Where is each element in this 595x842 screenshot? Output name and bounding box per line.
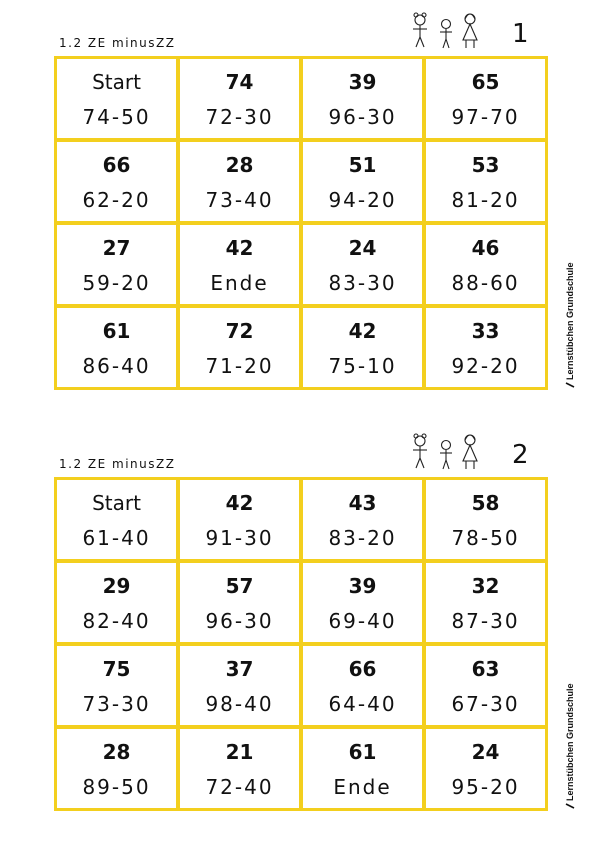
card-answer: 21 bbox=[225, 740, 254, 765]
domino-card bbox=[426, 225, 545, 304]
domino-card bbox=[303, 563, 422, 642]
domino-card bbox=[57, 646, 176, 725]
card-task: 87-30 bbox=[451, 608, 520, 633]
card-task: 95-20 bbox=[451, 774, 520, 799]
card-answer: 33 bbox=[471, 319, 500, 344]
card-answer: 24 bbox=[471, 740, 500, 765]
card-answer: 53 bbox=[471, 153, 500, 178]
card-task: 89-50 bbox=[82, 774, 151, 799]
sheet-number: 2 bbox=[512, 440, 529, 470]
domino-card bbox=[303, 225, 422, 304]
domino-card bbox=[180, 480, 299, 559]
domino-card bbox=[303, 308, 422, 387]
domino-card bbox=[57, 142, 176, 221]
card-task: 71-20 bbox=[205, 353, 274, 378]
sheet-subtitle: 1.2 ZE minusZZ bbox=[59, 36, 176, 50]
domino-card bbox=[426, 480, 545, 559]
domino-card bbox=[57, 308, 176, 387]
card-answer: 28 bbox=[102, 740, 131, 765]
card-answer: 42 bbox=[348, 319, 377, 344]
brand-logo-icon bbox=[565, 803, 575, 809]
brand-label bbox=[565, 683, 575, 809]
card-answer: 32 bbox=[471, 574, 500, 599]
domino-card bbox=[426, 59, 545, 138]
domino-card bbox=[57, 225, 176, 304]
card-answer: 28 bbox=[225, 153, 254, 178]
card-answer: 74 bbox=[225, 70, 254, 95]
domino-card bbox=[180, 563, 299, 642]
card-task: 64-40 bbox=[328, 691, 397, 716]
domino-card bbox=[180, 308, 299, 387]
card-task: 61-40 bbox=[82, 525, 151, 550]
card-task: 94-20 bbox=[328, 187, 397, 212]
card-answer: 37 bbox=[225, 657, 254, 682]
card-answer: 46 bbox=[471, 236, 500, 261]
domino-card bbox=[426, 729, 545, 808]
card-answer: 43 bbox=[348, 491, 377, 516]
card-task: 83-20 bbox=[328, 525, 397, 550]
domino-card bbox=[180, 225, 299, 304]
card-task: 75-10 bbox=[328, 353, 397, 378]
children-drawing-icon bbox=[408, 431, 488, 471]
card-task: 74-50 bbox=[82, 104, 151, 129]
domino-card bbox=[57, 59, 176, 138]
card-task: 81-20 bbox=[451, 187, 520, 212]
brand-label bbox=[565, 262, 575, 388]
card-start-label: Start bbox=[92, 491, 141, 516]
card-task: 73-40 bbox=[205, 187, 274, 212]
card-answer: 66 bbox=[348, 657, 377, 682]
card-task: 96-30 bbox=[205, 608, 274, 633]
card-answer: 42 bbox=[225, 236, 254, 261]
card-answer: 24 bbox=[348, 236, 377, 261]
card-task: 97-70 bbox=[451, 104, 520, 129]
children-drawing-icon bbox=[408, 10, 488, 50]
card-answer: 61 bbox=[348, 740, 377, 765]
card-answer: 72 bbox=[225, 319, 254, 344]
card-task: 67-30 bbox=[451, 691, 520, 716]
card-task: 83-30 bbox=[328, 270, 397, 295]
domino-card bbox=[180, 646, 299, 725]
card-task: 62-20 bbox=[82, 187, 151, 212]
domino-card bbox=[303, 142, 422, 221]
sheet-subtitle: 1.2 ZE minusZZ bbox=[59, 457, 176, 471]
card-end-label: Ende bbox=[210, 270, 269, 295]
card-answer: 39 bbox=[348, 70, 377, 95]
brand-logo-icon bbox=[565, 382, 575, 388]
card-task: 96-30 bbox=[328, 104, 397, 129]
card-task: 72-30 bbox=[205, 104, 274, 129]
card-answer: 27 bbox=[102, 236, 131, 261]
domino-card bbox=[57, 729, 176, 808]
card-task: 72-40 bbox=[205, 774, 274, 799]
card-answer: 63 bbox=[471, 657, 500, 682]
card-task: 82-40 bbox=[82, 608, 151, 633]
card-task: 69-40 bbox=[328, 608, 397, 633]
card-task: 92-20 bbox=[451, 353, 520, 378]
domino-card bbox=[180, 142, 299, 221]
sheet-number: 1 bbox=[512, 19, 529, 49]
domino-card bbox=[303, 59, 422, 138]
card-answer: 61 bbox=[102, 319, 131, 344]
brand-text: Lernstübchen Grundschule bbox=[565, 262, 575, 380]
domino-card bbox=[180, 59, 299, 138]
card-task: 78-50 bbox=[451, 525, 520, 550]
card-answer: 75 bbox=[102, 657, 131, 682]
domino-grid bbox=[54, 56, 548, 390]
card-task: 86-40 bbox=[82, 353, 151, 378]
domino-card bbox=[180, 729, 299, 808]
card-task: 73-30 bbox=[82, 691, 151, 716]
card-task: 98-40 bbox=[205, 691, 274, 716]
card-answer: 65 bbox=[471, 70, 500, 95]
card-task: 88-60 bbox=[451, 270, 520, 295]
domino-card bbox=[426, 142, 545, 221]
domino-card bbox=[426, 308, 545, 387]
domino-card bbox=[57, 563, 176, 642]
card-task: 59-20 bbox=[82, 270, 151, 295]
card-end-label: Ende bbox=[333, 774, 392, 799]
card-answer: 66 bbox=[102, 153, 131, 178]
domino-grid bbox=[54, 477, 548, 811]
domino-card bbox=[303, 729, 422, 808]
domino-card bbox=[426, 563, 545, 642]
domino-card bbox=[426, 646, 545, 725]
brand-text: Lernstübchen Grundschule bbox=[565, 683, 575, 801]
card-answer: 51 bbox=[348, 153, 377, 178]
card-task: 91-30 bbox=[205, 525, 274, 550]
card-answer: 58 bbox=[471, 491, 500, 516]
domino-card bbox=[57, 480, 176, 559]
card-answer: 29 bbox=[102, 574, 131, 599]
card-answer: 57 bbox=[225, 574, 254, 599]
card-start-label: Start bbox=[92, 70, 141, 95]
domino-card bbox=[303, 480, 422, 559]
card-answer: 39 bbox=[348, 574, 377, 599]
domino-card bbox=[303, 646, 422, 725]
card-answer: 42 bbox=[225, 491, 254, 516]
